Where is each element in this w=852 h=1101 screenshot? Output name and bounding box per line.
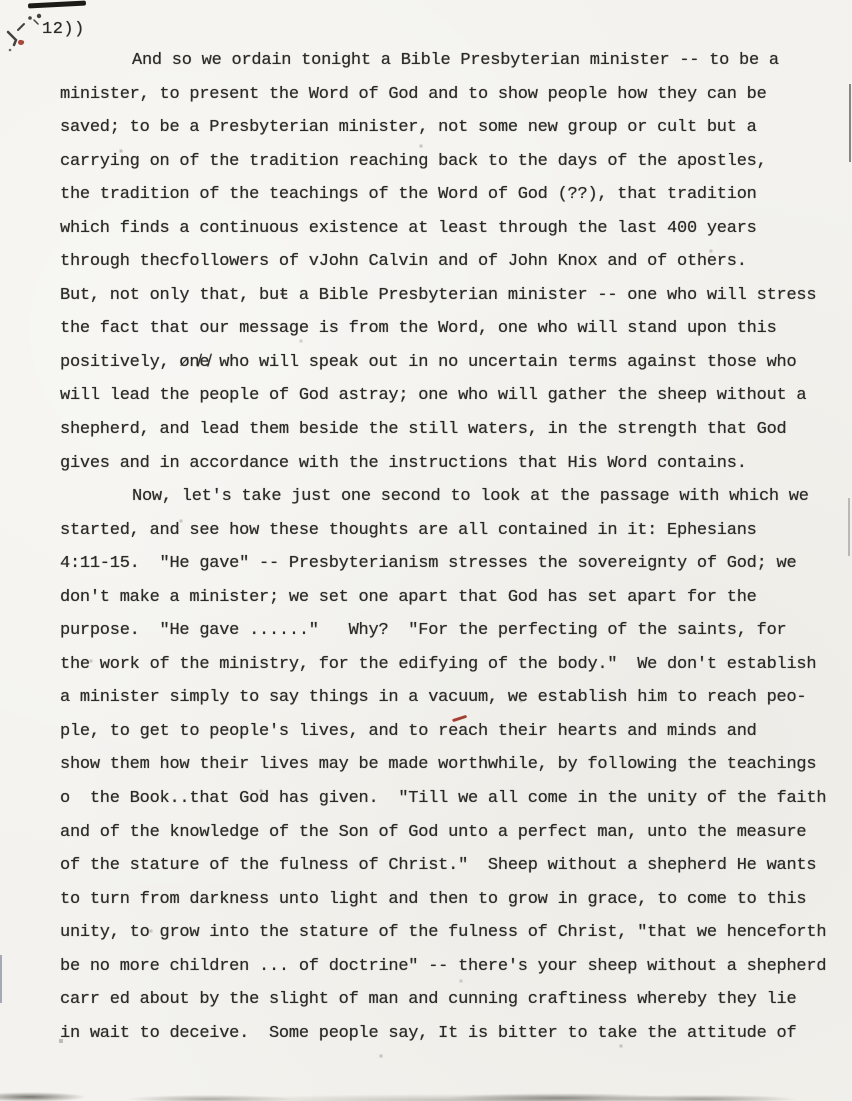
typed-line: which finds a continuous existence at least through the last 400 years [60, 218, 757, 238]
typed-text [60, 44, 848, 1050]
scan-bottom-noise [0, 1083, 852, 1101]
typed-line: started, and see how these thoughts are all contained in it: Ephesians [60, 520, 757, 540]
typed-line: 4:11-15. "He gave" -- Presbyterianism stresses the sovereignty of God; we [60, 554, 797, 574]
typed-line: gives and in accordance with the instructions that His Word contains. [60, 453, 747, 473]
typed-line: carrying on of the tradition reaching back to the days of the apostles, [60, 151, 767, 171]
typed-line: purpose. "He gave ......" Why? "For the perfecting of the saints, for [60, 621, 787, 641]
typed-line: positively, øn̸e̸ who will speak out in no uncertain terms against those who [60, 352, 797, 372]
typed-line: the work of the ministry, for the edifying of the body." We don't establish [60, 654, 817, 674]
typed-line: don't make a minister; we set one apart that God has set apart for the [60, 587, 757, 607]
scan-edge-mark [849, 84, 851, 162]
typed-line: ple, to get to people's lives, and to reach their hearts and minds and [60, 721, 757, 741]
typed-line: But, not only that, buŧ a Bible Presbyterian minister -- one who will stress [60, 285, 817, 305]
typed-line: And so we ordain tonight a Bible Presbyterian minister -- to be a [132, 51, 779, 70]
typed-line: the fact that our message is from the Word, one who will stand upon this [60, 319, 777, 339]
typed-line: a minister simply to say things in a vacuum, we establish him to reach peo- [60, 688, 807, 708]
typed-line: unity, to grow into the stature of the fulness of Christ, "that we henceforth [60, 923, 827, 943]
paper-speckles [0, 0, 2, 2]
typed-line: carr ed about by the slight of man and cunning craftiness whereby they lie [60, 990, 797, 1010]
typed-line: show them how their lives may be made worthwhile, by following the teachings [60, 755, 817, 775]
typed-line: Now, let's take just one second to look at the passage with which we [132, 487, 809, 507]
scan-edge-mark [0, 955, 2, 1003]
scan-edge-mark [848, 498, 850, 556]
typed-line: minister, to present the Word of God and to show people how they can be [60, 84, 767, 104]
typed-line: in wait to deceive. Some people say, It is bitter to take the attitude of [60, 1023, 797, 1043]
typed-line: be no more children ... of doctrine" -- there's your sheep without a shepherd [60, 956, 827, 976]
typed-line: o the Book..that God has given. "Till we all come in the unity of the faith [60, 789, 827, 809]
typed-line: saved; to be a Presbyterian minister, not some new group or cult but a [60, 118, 757, 138]
typed-line: will lead the people of God astray; one who will gather the sheep without a [60, 386, 807, 406]
page-number: 12)) [42, 20, 85, 39]
typed-line: to turn from darkness unto light and then to grow in grace, to come to this [60, 889, 807, 909]
typed-line: and of the knowledge of the Son of God unto a perfect man, unto the measure [60, 822, 807, 842]
typed-line: through thecfollowers of vJohn Calvin and of John Knox and of others. [60, 252, 747, 272]
typed-line: the tradition of the teachings of the Word of God (??), that tradition [60, 185, 757, 205]
typed-line: shepherd, and lead them beside the still waters, in the strength that God [60, 420, 787, 440]
scan-edge-mark [28, 0, 86, 8]
typed-line: of the stature of the fulness of Christ." Sheep without a shepherd He wants [60, 856, 817, 876]
